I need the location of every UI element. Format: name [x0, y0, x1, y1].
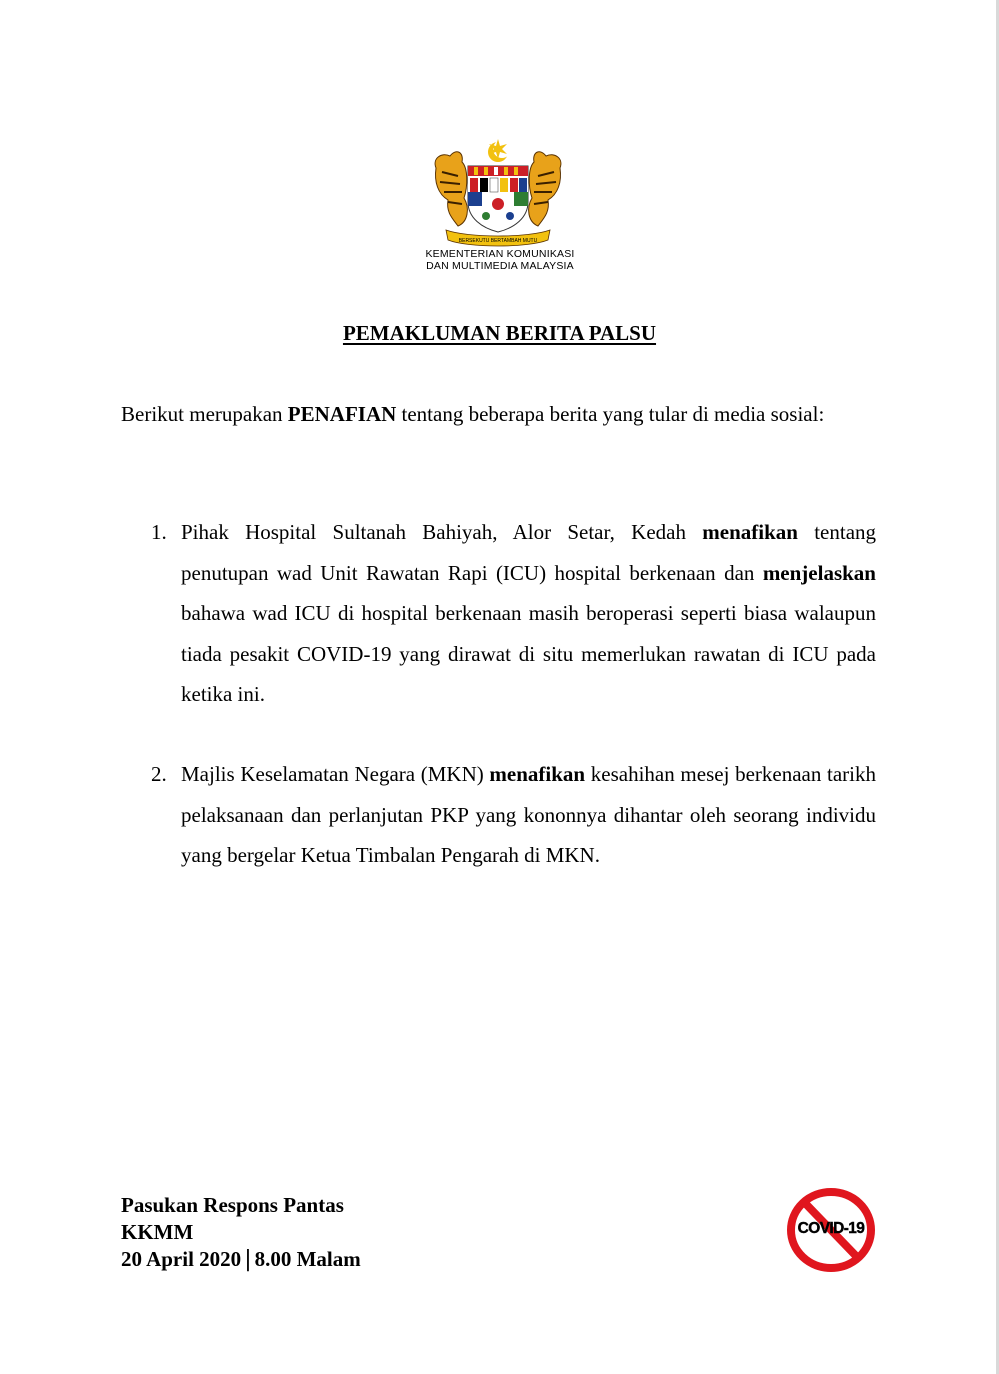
item-text-part: bahawa wad ICU di hospital berkenaan masih beroperasi seperti biasa walaupun tiada pesakit COVID-19 yang dirawat di situ memerlukan rawatan di ICU pada ketika ini. — [181, 601, 876, 706]
list-item-number: 1. — [151, 520, 167, 544]
crest-motto: BERSEKUTU BERTAMBAH MUTU — [458, 238, 538, 244]
item-text-part: Pihak Hospital Sultanah Bahiyah, Alor Setar, Kedah — [181, 520, 686, 544]
release-date: 20 April 2020 — [121, 1247, 242, 1271]
item-bold-term: menafikan — [702, 520, 798, 544]
ministry-name — [380, 248, 620, 272]
intro-paragraph — [121, 394, 876, 434]
ministry-line-1: KEMENTERIAN KOMUNIKASI — [425, 248, 575, 260]
list-item-number: 2. — [151, 762, 167, 786]
ministry-line-2: DAN MULTIMEDIA MALAYSIA — [426, 260, 574, 272]
list-item-text — [181, 512, 876, 715]
organization-name: KKMM — [121, 1220, 194, 1244]
no-covid-label: COVID-19 — [797, 1220, 865, 1237]
document-title-text: PEMAKLUMAN BERITA PALSU — [342, 321, 657, 345]
coat-of-arms-icon — [428, 138, 568, 250]
date-time-line — [121, 1246, 361, 1273]
date-time-separator: | — [244, 1247, 252, 1272]
list-item-text — [181, 754, 876, 876]
intro-text-before: Berikut merupakan — [121, 402, 283, 426]
intro-bold-term: PENAFIAN — [287, 402, 397, 426]
item-bold-term: menafikan — [489, 762, 586, 786]
item-text-part: tentang penutupan wad Unit Rawatan Rapi (ICU) hospital berkenaan dan — [181, 520, 877, 585]
item-text-part: Majlis Keselamatan Negara (MKN) — [181, 762, 484, 786]
team-name: Pasukan Respons Pantas — [121, 1193, 344, 1217]
release-time: 8.00 Malam — [254, 1247, 361, 1271]
item-text-part: kesahihan mesej berkenaan tarikh pelaksanaan dan perlanjutan PKP yang kononnya dihantar oleh seorang individu yang bergelar Ketua Timbalan Pengarah di MKN. — [181, 762, 877, 867]
item-bold-term: menjelaskan — [762, 560, 876, 585]
intro-text-after: tentang beberapa berita yang tular di media sosial: — [401, 402, 825, 426]
signature-block — [121, 1192, 361, 1273]
document-title — [0, 320, 999, 346]
